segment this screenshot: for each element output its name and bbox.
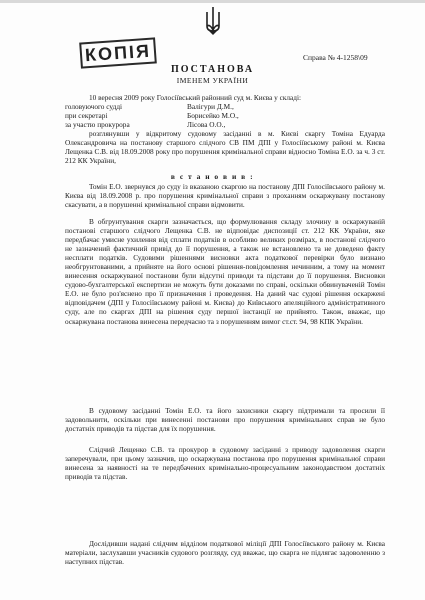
copy-stamp: КОПІЯ bbox=[79, 37, 157, 68]
prosecutor-label: за участю прокурора bbox=[65, 120, 130, 129]
document-subtitle: ІМЕНЕМ УКРАЇНИ bbox=[176, 76, 249, 85]
judge-name: Валігури Д.М., bbox=[187, 102, 234, 111]
paragraph-1: Томін Е.О. звернувся до суду із вказаною скаргою на постанову ДПІ Голосіївського району м. Києва від 18.09.2008 р. про порушення кримінальної справи з проханням оскаржувану постанову скасувати, а в порушенні кримінальної справи відмовити. bbox=[65, 182, 385, 210]
paragraph-3: В судовому засіданні Томін Е.О. та його захисники скаргу підтримали та просили її задовольнити, оскільки при винесенні постанови про порушення кримінальних справ не було достатніх приводів та підстав для їх порушення. bbox=[65, 406, 385, 434]
date-line: 10 вересня 2009 року Голосіївський районний суд м. Києва у складі: bbox=[89, 93, 302, 102]
intro-paragraph: розглянувши у відкритому судовому засіданні в м. Києві скаргу Томіна Едуарда Олександровича на постанову старшого слідчого СВ ПМ ДПІ у Голосіївському районі м. Києва Лещенка С.В. від 18.09.2008 року про порушення кримінальної справи відносно Томіна Е.О. за ч. 3 ст. 212 КК України, bbox=[65, 129, 385, 166]
section-heading: в с т а н о в и в : bbox=[170, 172, 255, 181]
case-number: Справа № 4-1258\09 bbox=[303, 53, 368, 62]
scan-edge bbox=[0, 0, 425, 3]
trident-emblem-icon bbox=[204, 6, 222, 36]
judge-label: головуючого судді bbox=[65, 102, 123, 111]
secretary-name: Борисейко М.О., bbox=[187, 111, 239, 120]
paragraph-5: Дослідивши надані слідчим відділом податкової міліції ДПІ Голосіївського району м. Києва матеріали, заслухавши учасників судового розгляду, суд вважає, що скарга не підлягає задоволенню з наступних підстав. bbox=[65, 539, 385, 567]
secretary-label: при секретарі bbox=[65, 111, 108, 120]
prosecutor-name: Лісова О.О., bbox=[187, 120, 226, 129]
paragraph-4: Слідчий Лещенко С.В. та прокурор в судовому засіданні з приводу задоволення скарги заперечували, при цьому зазначив, що оскаржувана постанова про порушення кримінальної справи винесена за наявності на те передбачених кримінально-процесуальним законодавством достатніх приводів та підстав. bbox=[65, 445, 385, 482]
paragraph-2: В обгрунтування скарги зазначається, що формулювання складу злочину в оскаржуваній постанові старшого слідчого Лещенка С.В. не відповідає диспозиції ст. 212 КК України, яке передбачає умисне ухилення від сплати податків в особливо великих розмірах, в постанові слідчого не зазначений фактичний привід до її порушення, а також не встановлено та не доведено факту несплати податків. Судовими рішеннями висновки акта податкової перевірки було визнано необгрунтованими, а прийняте на його основі рішення-повідомлення нечинним, а тому на момент винесення оскаржуваної постанови були відсутні приводи та підстави до її порушення. Висновки судово-бухгалтерської експертизи не можуть бути доказами по справі, оскільки обвинуваченій Томін Е.О. не було роз'яснено про її призначення і проведення. На даний час судові рішення оскаржені відповідачем (ДПІ у Голосіївському районі м. Києва) до Київського апеляційного адміністративного суду, але по скаргах ДПІ на рішення суду першої інстанції не прийнято. Також, вважає, що оскаржувана постанова винесена передчасно та з порушенням вимог ст.ст. 94, 98 КПК України. bbox=[65, 217, 385, 326]
document-title: ПОСТАНОВА bbox=[170, 64, 255, 75]
